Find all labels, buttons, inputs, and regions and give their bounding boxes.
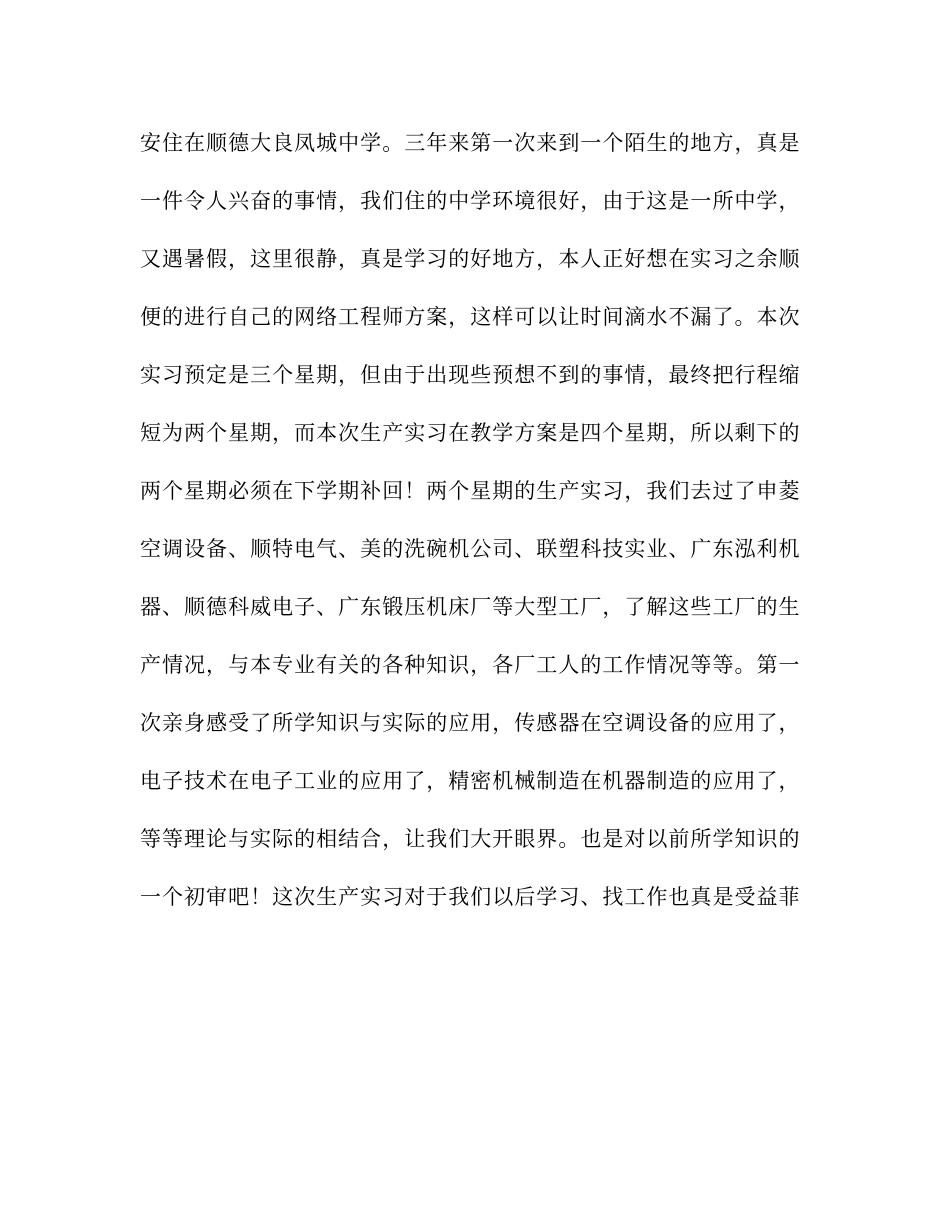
text-line: 一件令人兴奋的事情，我们住的中学环境很好，由于这是一所中学， [140,189,800,213]
text-line: 实习预定是三个星期，但由于出现些预想不到的事情，最终把行程缩 [140,363,800,387]
text-line: 短为两个星期，而本次生产实习在教学方案是四个星期，所以剩下的 [140,421,800,445]
text-line: 器、顺德科威电子、广东锻压机床厂等大型工厂，了解这些工厂的生 [140,595,800,619]
text-line: 电子技术在电子工业的应用了，精密机械制造在机器制造的应用了， [140,769,800,793]
text-line: 安住在顺德大良凤城中学。三年来第一次来到一个陌生的地方，真是 [140,131,800,155]
text-line: 便的进行自己的网络工程师方案，这样可以让时间滴水不漏了。本次 [140,305,800,329]
text-line: 次亲身感受了所学知识与实际的应用，传感器在空调设备的应用了， [140,711,800,735]
text-line: 两个星期必须在下学期补回！两个星期的生产实习，我们去过了申菱 [140,479,800,503]
text-line: 空调设备、顺特电气、美的洗碗机公司、联塑科技实业、广东泓利机 [140,537,800,561]
text-line: 产情况，与本专业有关的各种知识，各厂工人的工作情况等等。第一 [140,653,800,677]
body-text [140,114,800,926]
text-line: 等等理论与实际的相结合，让我们大开眼界。也是对以前所学知识的 [140,827,800,851]
text-line: 一个初审吧！这次生产实习对于我们以后学习、找工作也真是受益菲 [140,885,800,909]
text-line: 又遇暑假，这里很静，真是学习的好地方，本人正好想在实习之余顺 [140,247,800,271]
